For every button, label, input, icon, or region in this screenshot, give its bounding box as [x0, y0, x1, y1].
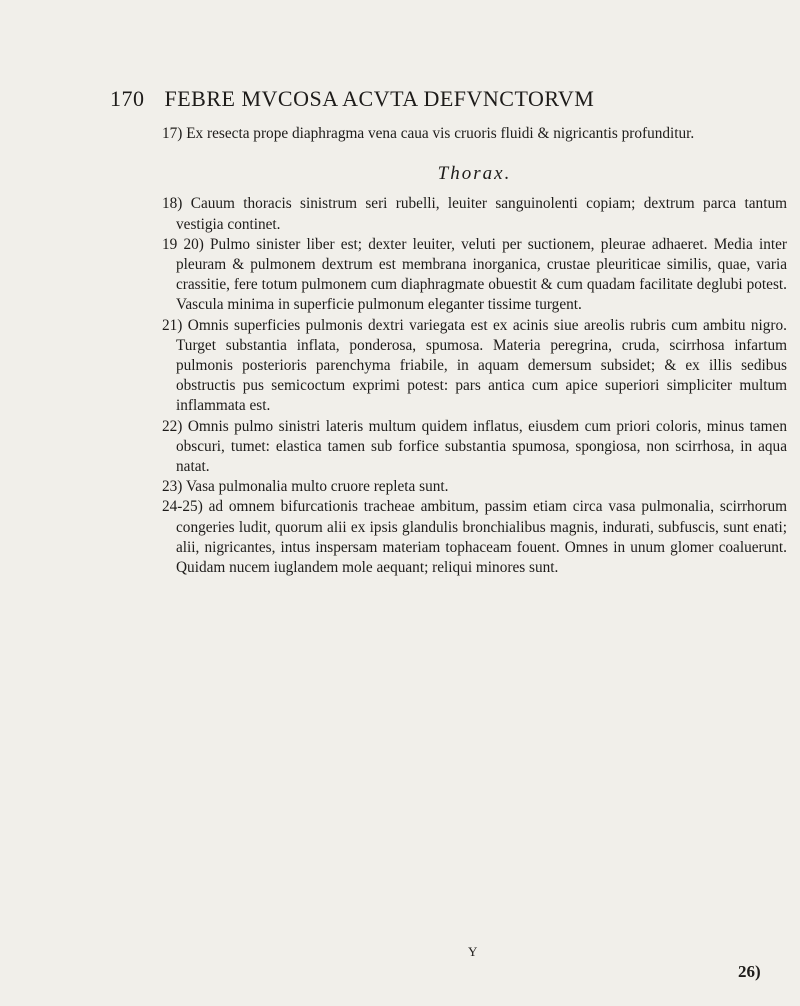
- paragraph-19-20: 19 20) Pulmo sinister liber est; dexter leuiter, veluti per suctionem, pleurae adhaeret. Media inter pleuram & pulmonem dextrum est membrana inorganica, crustae pleuriticae similis, quae, varia crassitie, fere totum pulmonem cum diaphragmate obuestit & cum quadam facilitate deglubi potest. Vascula minima in superficie pulmonum eleganter tissime turgent.: [162, 235, 787, 314]
- signature-mark: Y: [468, 944, 478, 959]
- page-number: 170: [110, 86, 145, 111]
- paragraph-21: 21) Omnis superficies pulmonis dextri variegata est ex acinis siue areolis rubris cum ambitu nigro. Turget substantia inflata, ponderosa, spumosa. Materia peregrina, cruda, scirrhosa infartum pulmonis posterioris parenchyma friabile, in aquam demersum subsidet; & ex illis sedibus obstructis pus semicoctum exprimi potest: pars antica cum apice superiori simpliciter multum inflammata est.: [162, 316, 787, 415]
- paragraph-17: 17) Ex resecta prope diaphragma vena caua vis cruoris fluidi & nigricantis profunditur.: [162, 125, 695, 142]
- paragraph-24-25: 24-25) ad omnem bifurcationis tracheae ambitum, passim etiam circa vasa pulmonalia, scirrhorum congeries ludit, quorum alii ex ipsis glandulis bronchialibus magnis, indurati, subfuscis, sunt enati; alii, nigricantes, intus inspersam materiam tophaceam fouent. Omnes in unum glomer coaluerunt. Quidam nucem iuglandem mole aequant; reliqui minores sunt.: [162, 498, 787, 577]
- section-heading-thorax: Thorax.: [437, 163, 512, 185]
- running-title: FEBRE MVCOSA ACVTA DEFVNCTORVM: [164, 86, 595, 111]
- paragraph-18: 18) Cauum thoracis sinistrum seri rubelli, leuiter sanguinolenti copiam; dextrum parca tantum vestigia continet.: [162, 195, 787, 233]
- paragraph-23: 23) Vasa pulmonalia multo cruore repleta sunt.: [162, 478, 449, 496]
- page-body: [162, 124, 787, 578]
- paragraph-22: 22) Omnis pulmo sinistri lateris multum quidem inflatus, eiusdem cum priori coloris, minus tamen obscuri, tumet: elastica tamen sub forfice substantia spumosa, spongiosa, non scirrhosa, in aqua natat.: [162, 417, 787, 476]
- running-header: [110, 86, 710, 112]
- catchword: 26): [738, 962, 761, 981]
